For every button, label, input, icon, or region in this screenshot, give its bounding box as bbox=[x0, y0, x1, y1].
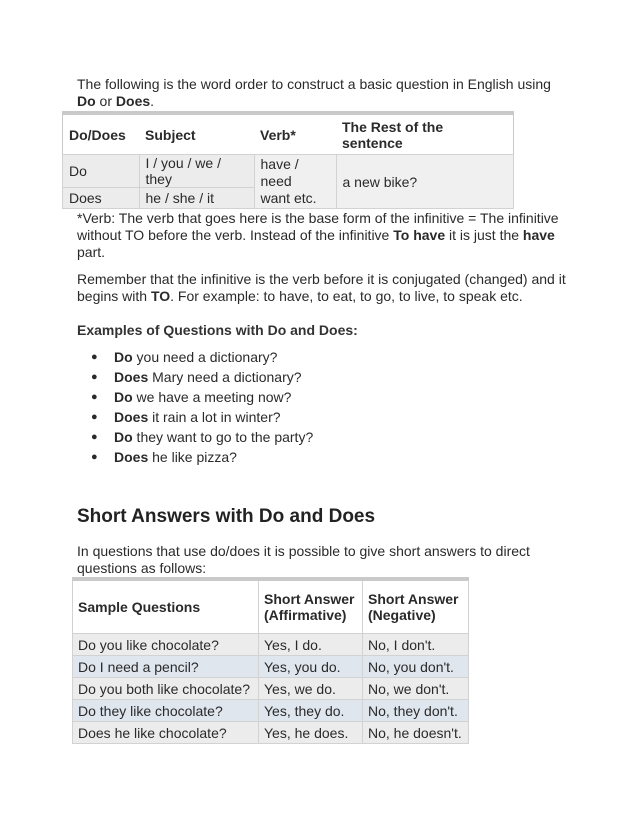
example-aux: Do bbox=[114, 349, 133, 365]
example-rest: he like pizza? bbox=[148, 449, 237, 465]
header-do-does: Do/Does bbox=[63, 113, 140, 155]
infinitive-note-text: Remember that the infinitive is the verb before it is conjugated (changed) and it begins with bbox=[77, 271, 566, 304]
list-item bbox=[77, 449, 313, 469]
affirmative-cell: Yes, we do. bbox=[259, 678, 363, 700]
question-cell: Do they like chocolate? bbox=[73, 700, 259, 722]
intro-paragraph bbox=[77, 76, 557, 110]
table-row bbox=[63, 155, 514, 188]
example-rest: they want to go to the party? bbox=[132, 429, 314, 445]
example-rest: we have a meeting now? bbox=[132, 389, 292, 405]
bullet-icon: ● bbox=[91, 431, 98, 443]
infinitive-note-text: . For example: to have, to eat, to go, to live, to speak etc. bbox=[170, 288, 523, 304]
header-negative: Short Answer (Negative) bbox=[363, 579, 469, 634]
header-subject: Subject bbox=[139, 113, 254, 155]
list-item bbox=[77, 429, 313, 449]
aux-cell: Do bbox=[63, 155, 140, 188]
verb-cell bbox=[254, 155, 336, 209]
verb-note-bold-to-have: To have bbox=[393, 227, 446, 243]
table-row bbox=[73, 700, 469, 722]
intro-do: Do bbox=[77, 93, 96, 109]
table-row bbox=[73, 722, 469, 744]
list-item bbox=[77, 389, 313, 409]
question-cell: Does he like chocolate? bbox=[73, 722, 259, 744]
example-aux: Do bbox=[114, 389, 133, 405]
aux-cell: Does bbox=[63, 188, 140, 209]
bullet-icon: ● bbox=[91, 371, 98, 383]
verb-note bbox=[77, 210, 577, 261]
verb-line-1: have / need bbox=[260, 156, 299, 189]
example-aux: Do bbox=[114, 429, 133, 445]
negative-cell: No, I don't. bbox=[363, 634, 469, 656]
verb-note-text: it is just the bbox=[445, 227, 523, 243]
header-sample-questions: Sample Questions bbox=[73, 579, 259, 634]
list-item bbox=[77, 369, 313, 389]
intro-end: . bbox=[150, 93, 155, 109]
bullet-icon: ● bbox=[91, 351, 98, 363]
list-item bbox=[77, 349, 313, 369]
subject-cell: I / you / we / they bbox=[139, 155, 254, 188]
subject-cell: he / she / it bbox=[139, 188, 254, 209]
example-rest: Mary need a dictionary? bbox=[148, 369, 302, 385]
question-cell: Do I need a pencil? bbox=[73, 656, 259, 678]
affirmative-cell: Yes, you do. bbox=[259, 656, 363, 678]
verb-note-bold-have: have bbox=[522, 227, 555, 243]
bullet-icon: ● bbox=[91, 391, 98, 403]
word-order-table bbox=[62, 111, 514, 209]
verb-note-text: *Verb: The verb that goes here is the base form of the infinitive = The infinitive without TO before the verb. Instead of the infinitive bbox=[77, 210, 559, 243]
affirmative-cell: Yes, they do. bbox=[259, 700, 363, 722]
negative-cell: No, we don't. bbox=[363, 678, 469, 700]
negative-cell: No, you don't. bbox=[363, 656, 469, 678]
intro-does: Does bbox=[115, 93, 151, 109]
verb-note-text: part. bbox=[77, 244, 106, 260]
word-order-header-row bbox=[63, 113, 514, 155]
example-aux: Does bbox=[114, 369, 149, 385]
rest-cell: a new bike? bbox=[336, 155, 514, 209]
intro-or: or bbox=[95, 93, 116, 109]
table-row bbox=[73, 678, 469, 700]
bullet-icon: ● bbox=[91, 451, 98, 463]
header-affirmative: Short Answer (Affirmative) bbox=[259, 579, 363, 634]
question-cell: Do you like chocolate? bbox=[73, 634, 259, 656]
table-row bbox=[73, 656, 469, 678]
examples-title: Examples of Questions with Do and Does: bbox=[77, 322, 358, 338]
example-rest: you need a dictionary? bbox=[132, 349, 278, 365]
short-answers-table bbox=[72, 577, 469, 744]
negative-cell: No, they don't. bbox=[363, 700, 469, 722]
bullet-icon: ● bbox=[91, 411, 98, 423]
table-row bbox=[73, 634, 469, 656]
infinitive-note bbox=[77, 271, 577, 305]
question-cell: Do you both like chocolate? bbox=[73, 678, 259, 700]
short-answers-intro: In questions that use do/does it is possible to give short answers to direct questions as follows: bbox=[77, 543, 530, 576]
short-answers-heading: Short Answers with Do and Does bbox=[77, 506, 376, 527]
example-aux: Does bbox=[114, 409, 149, 425]
negative-cell: No, he doesn't. bbox=[363, 722, 469, 744]
examples-list bbox=[77, 349, 313, 469]
infinitive-note-bold-to: TO bbox=[150, 288, 171, 304]
verb-line-2: want etc. bbox=[260, 190, 317, 206]
affirmative-cell: Yes, I do. bbox=[259, 634, 363, 656]
list-item bbox=[77, 409, 313, 429]
example-aux: Does bbox=[114, 449, 149, 465]
header-verb: Verb* bbox=[254, 113, 336, 155]
example-rest: it rain a lot in winter? bbox=[148, 409, 281, 425]
header-rest: The Rest of the sentence bbox=[336, 113, 514, 155]
intro-text: The following is the word order to construct a basic question in English using bbox=[77, 76, 551, 92]
short-answers-header-row bbox=[73, 579, 469, 634]
affirmative-cell: Yes, he does. bbox=[259, 722, 363, 744]
